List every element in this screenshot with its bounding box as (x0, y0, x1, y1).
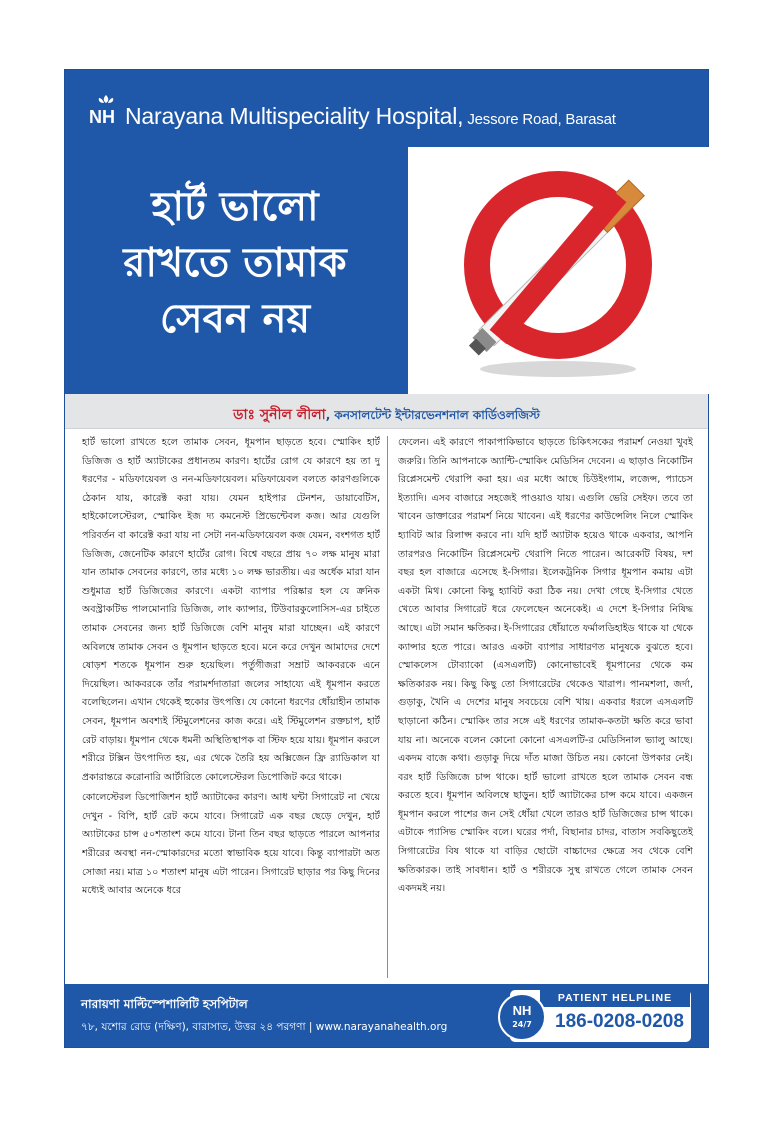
banner-title (85, 179, 385, 347)
header-bar (65, 70, 708, 147)
banner-title-line-3: সেবন নয় (159, 296, 311, 342)
author-name: ডাঃ সুনীল লীলা (233, 407, 326, 423)
article-paragraph: হার্ট ভালো রাখতে হলে তামাক সেবন, ধূমপান ছাড়তে হবে। স্মোকিং হার্ট ডিজিজ ও হার্ট অ্যাটাকের প্রধানতম কারণ। হার্টের রোগ যে কারণে হয় তা দু ধরণের - মডিফায়েবল ও নন-মডিফায়েবল। মডিফায়েবল বলতে কারণগুলিকে ঠেকান যায়, কারেক্ট করা যায়। যেমন হাইপার টেনশন, ডায়াবেটিস, হাইকোলেস্টেরল, স্মোকিং ইজ দ্য কমনেস্ট প্রিভেন্টেবল কজ। আর যেগুলি পরিবর্তন বা কারেক্ট করা যায় না সেটা নন-মডিফায়েবল কজ যেমন, বংশগত হার্ট ডিজিজ, জেনেটিক কারণে হার্টের রোগ। বিশ্বে বছরে প্রায় ৭০ লক্ষ মানুষ মারা যান তামাক সেবনের কারণে, তার মধ্যে ১০ লক্ষ ভারতীয়। এর অর্ধেক মারা যান শুধুমাত্র হার্ট ডিজিজের কারণে। একটা ব্যাপার পরিষ্কার হল যে ক্রনিক অবস্ট্রাকটিভ পালমোনারি ডিজিজ, লাং ক্যান্সার, টিউবারকুলোসিস-এর চাইতে তামাক সেবনের জন্য হার্ট ডিজিজে বেশি মানুষ মারা যাচ্ছেন। এই কারণে অবিলম্বে তামাক সেবন ও ধূমপান ছাড়তে হবে। মনে করে দেখুন আমাদের দেশে ষোড়শ শতকে ধূমপান শুরু হয়েছিল। পর্তুগীজরা সম্রাট আকবরকে এনে দিয়েছিল। আকবরকে তাঁর পরামর্শদাতারা জলের সাহায্যে এই ধূমপান করতে বলেছিলেন। এখান থেকেই হুকোর উৎপত্তি। যে কোনো ধরণের ধোঁয়াহীন তামাক সেবন, ধূমপান অবশ্যই স্টিমুলেশনের কাজ করে। এই স্টিমুলেশন রক্তচাপ, হার্ট রেট বাড়ায়। ধূমপান থেকে ধমনী অস্থিতিস্থাপক বা স্টিফ হয়ে যায়। ধূমপান করলে শরীরে টক্সিন উৎপাদিত হয়, এর থেকে তৈরি হয় অক্সিজেন ফ্রি র‍্যাডিকাল যা প্রকারান্তরে করোনারি আর্টারিতে কোলেস্টেরল ডিপোজিট করে থাকে। (82, 437, 380, 783)
banner-title-line-1: হার্ট ভালো (151, 184, 319, 230)
column-divider (387, 436, 388, 978)
hospital-location: Jessore Road, Barasat (463, 111, 616, 128)
nh-logo-icon (89, 94, 123, 124)
author-title: , কনসালটেন্ট ইন্টারভেনশনাল কার্ডিওলজিস্ট (325, 408, 540, 422)
footer-bar (65, 984, 708, 1047)
helpline-label: PATIENT HELPLINE (540, 989, 690, 1007)
footer-address: ৭৮, যশোর রোড (দক্ষিণ), বারাসাত, উত্তর ২৪ পরগণা | www.narayanahealth.org (81, 1021, 448, 1033)
patient-helpline (510, 990, 691, 1042)
nh-247-badge-icon (498, 993, 546, 1041)
no-smoking-panel (408, 147, 710, 394)
hospital-name (125, 103, 616, 130)
author-bar (65, 394, 708, 429)
article-paragraph: ফেলেন। এই কারণে পাকাপাকিভাবে ছাড়তে চিকিৎসকের পরামর্শ নেওয়া খুবই জরুরি। তিনি আপনাকে অ্যান্টি-স্মোকিং মেডিসিন দেবেন। এ ছাড়াও নিকোটিন রিপ্লেসমেন্ট থেরাপি করা হয়। এর মধ্যে আছে চিউইংগাম, লজেন্স, প্যাচেস ইত্যাদি। এসব বাজারে সহজেই পাওয়াও যায়। এগুলি ভেরি সেইফ। তবে তা খাবেন ডাক্তারের পরামর্শ নিয়ে খাবেন। এই ধরণের কাউন্সেলিং নিলে স্মোকিং হ্যাবিট আর রিলাপ্স করবে না। যদি হার্ট অ্যাটাক হয়েও থাকে একবার, আপনি তারপরও নিকোটিন রিপ্লেসমেন্ট থেরাপি নিতে পারেন। আরেকটি বিষয়, দশ বছর হল বাজারে এসেছে ই-সিগার। ইলেকট্রনিক সিগার ধূমপান কমায় এটা একটা মিথ। কোনো কিছু হ্যাবিট করা ঠিক নয়। দেখা গেছে ই-সিগার খেতে খেতে আবার সিগারেট ধরে ফেলেছেন অনেকেই। এ দেশে ই-সিগার নিষিদ্ধ আছে। এটা সমান ক্ষতিকর। ই-সিগারের ধোঁয়াতে ফর্মালডিহাইড থাকে যা থেকে ক্যান্সার হতে পারে। আরও একটা ব্যাপার সাধারণত মানুষকে বুঝতে হবে। স্মোকলেস টোব্যাকো (এসএলটি) কোনোভাবেই ধূমপানের থেকে কম ক্ষতিকারক নয়। কিছু কিছু তো সিগারেটের থেকেও খারাপ। পানমশলা, জর্দা, গুড়াকু, খৈনি এ দেশের মানুষ সবচেয়ে বেশি খায়। একবার ধরলে এসএলটি ছাড়ানো কঠিন। স্মোকিং তার সঙ্গে এই ধরণের তামাক-কতটা ক্ষতি করে ভাবা যায় না। অনেকে বলেন কোনো কোনো এসএলটি-র মেডিসিনাল ভ্যালু আছে। একদম বাজে কথা। গুড়াকু দিয়ে দাঁত মাজা উচিত নয়। কোনো উপকার নেই। বরং হার্ট ডিজিজে চান্স থাকে। হার্ট ভালো রাখতে হলে তামাক সেবন বন্ধ করতে হবে। ধূমপান অবিলম্বে ছাড়ুন। হার্ট অ্যাটাকের চান্স কমে যাবে। একজন ধূমপান করলে পাশের জন সেই ধোঁয়া খেলে তারও হার্ট ডিজিজের চান্স থাকে। এটাকে প্যাসিভ স্মোকিং বলে। ঘরের পর্দা, বিছানার চাদর, বাতাস সবকিছুতেই সিগারেটের বিষ থাকে যা বাড়ির ছোটো বাচ্চাদের ক্ষেত্রে সব থেকে বেশি ক্ষতিকারক। তাই সাবধান। হার্ট ও শরীরকে সুস্থ রাখতে গেলে তামাক সেবন একদমই নয়। (398, 437, 693, 895)
helpline-number[interactable]: 186-0208-0208 (555, 1011, 684, 1032)
title-banner (65, 147, 708, 394)
banner-title-line-2: রাখতে তামাক (123, 240, 347, 286)
advertorial-frame (64, 69, 709, 1048)
svg-text:NH: NH (89, 107, 115, 124)
author-line (65, 403, 708, 427)
article-column-right (398, 434, 693, 979)
badge-nh-text: NH (512, 1003, 532, 1018)
badge-247-text: 24/7 (512, 1020, 532, 1029)
hospital-name-text: Narayana Multispeciality Hospital, (125, 103, 464, 129)
article-column-left (82, 434, 380, 979)
footer-hospital-name: নারায়ণা মাল্টিস্পেশালিটি হসপিটাল (81, 997, 248, 1011)
article-paragraph: কোলেস্টেরল ডিপোজিশন হার্ট অ্যাটাকের কারণ। আধ ঘন্টা সিগারেট না খেয়ে দেখুন - বিপি, হার্ট রেট কমে যাবে। সিগারেট এক বছর ছেড়ে দেখুন, হার্ট অ্যাটাকের চান্স ৫০শতাংশ কমে যাবে। টানা তিন বছর ছাড়তে পারলে আপনার শরীরের অবস্থা নন-স্মোকারদের মতো স্বাভাবিক হয়ে যাবে। কিন্তু ব্যাপারটা অত সোজা নয়। মাত্র ১০ শতাংশ মানুষ এটা পারেন। সিগারেট ছাড়ার পর কিছু দিনের মধ্যেই আবার অনেকে ধরে (82, 792, 380, 897)
no-smoking-icon (408, 147, 710, 394)
